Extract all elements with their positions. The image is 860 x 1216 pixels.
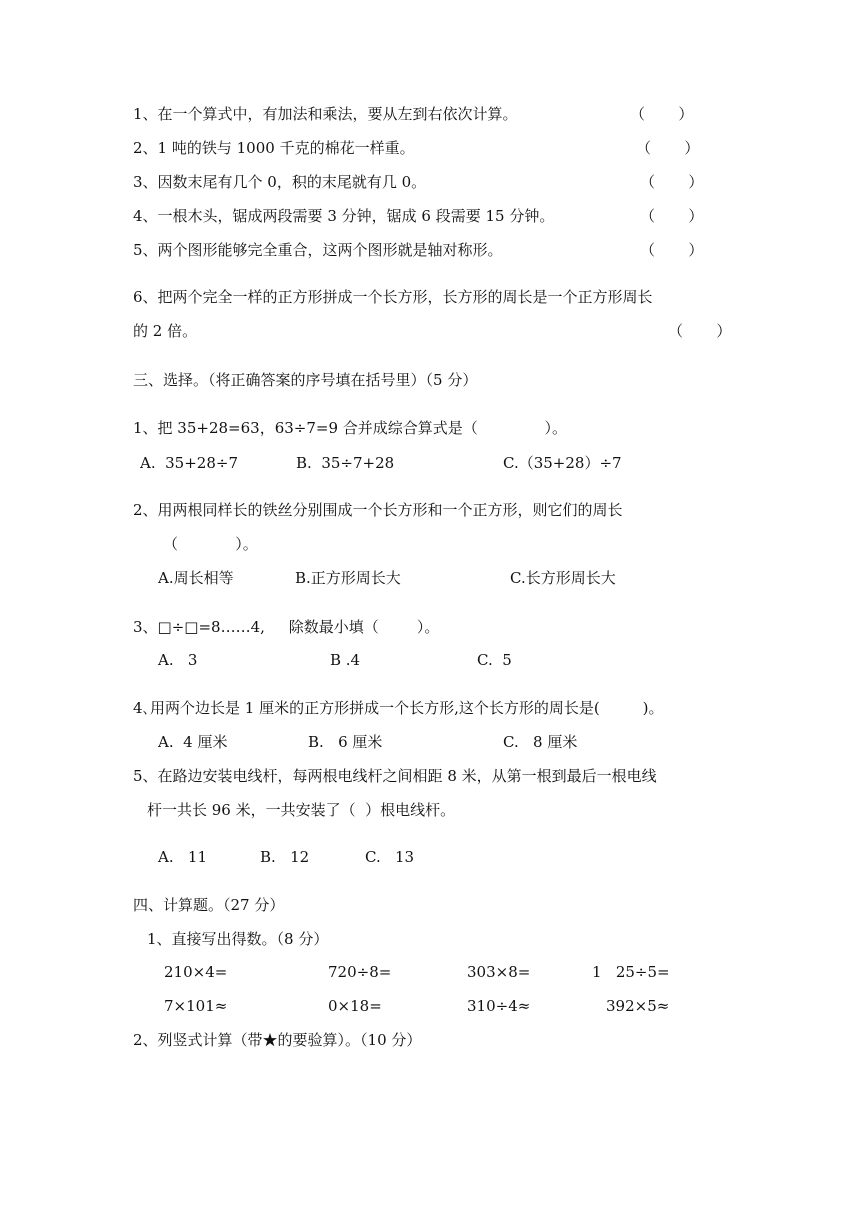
calc-item: 210×4=: [164, 963, 228, 981]
answer-paren-2[interactable]: （ ）: [636, 139, 700, 157]
answer-paren-1[interactable]: （ ）: [630, 105, 694, 123]
calc-sub-heading-1: 1、直接写出得数。（8 分）: [147, 930, 329, 948]
judge-question-6-line2: 的 2 倍。: [133, 322, 198, 340]
calc-item: 303×8=: [467, 963, 531, 981]
choice-3-option-b: B .4: [330, 651, 361, 669]
choice-3-option-a: A. 3: [158, 651, 198, 669]
choice-question-1: 1、把 35+28=63，63÷7=9 合并成综合算式是（ ）。: [133, 419, 568, 437]
answer-paren-5[interactable]: （ ）: [640, 241, 704, 259]
choice-2-option-a: A.周长相等: [158, 569, 234, 587]
choice-question-4: 4､用两个边长是 1 厘米的正方形拼成一个长方形,这个长方形的周长是( )。: [133, 699, 664, 717]
section-calc-heading: 四、计算题。（27 分）: [133, 896, 285, 914]
calc-item: 720÷8=: [328, 963, 392, 981]
judge-question-4: 4、一根木头，锯成两段需要 3 分钟，锯成 6 段需要 15 分钟。: [133, 207, 555, 225]
choice-5-option-b: B. 12: [260, 848, 310, 866]
choice-2-option-b: B.正方形周长大: [295, 569, 401, 587]
choice-4-option-b: B. 6 厘米: [308, 733, 383, 751]
judge-question-1: 1、在一个算式中，有加法和乘法，要从左到右依次计算。: [133, 105, 518, 123]
choice-5-option-a: A. 11: [158, 848, 207, 866]
calc-item: 1 25÷5=: [592, 963, 670, 981]
calc-item: 7×101≈: [164, 997, 228, 1015]
judge-question-2: 2、1 吨的铁与 1000 千克的棉花一样重。: [133, 139, 415, 157]
choice-question-2-line1: 2、用两根同样长的铁丝分别围成一个长方形和一个正方形，则它们的周长: [133, 501, 623, 519]
choice-5-option-c: C. 13: [365, 848, 415, 866]
judge-question-6-line1: 6、把两个完全一样的正方形拼成一个长方形，长方形的周长是一个正方形周长: [133, 288, 653, 306]
choice-1-option-b: B. 35÷7+28: [296, 454, 395, 472]
judge-question-5: 5、两个图形能够完全重合，这两个图形就是轴对称形。: [133, 241, 503, 259]
calc-item: 392×5≈: [606, 997, 670, 1015]
choice-3-option-c: C. 5: [477, 651, 512, 669]
choice-question-5-line1: 5、在路边安装电线杆，每两根电线杆之间相距 8 米，从第一根到最后一根电线: [133, 767, 657, 785]
section-choice-heading: 三、选择。（将正确答案的序号填在括号里）（5 分）: [133, 371, 478, 389]
calc-item: 0×18=: [328, 997, 382, 1015]
choice-1-option-c: C.（35+28）÷7: [503, 454, 622, 472]
calc-sub-heading-2: 2、列竖式计算（带★的要验算）。（10 分）: [133, 1031, 422, 1049]
choice-question-5-line2: 杆一共长 96 米，一共安装了（ ）根电线杆。: [147, 801, 456, 819]
choice-1-option-a: A. 35+28÷7: [140, 454, 238, 472]
choice-question-2-line2: （ ）。: [163, 535, 258, 553]
choice-2-option-c: C.长方形周长大: [510, 569, 616, 587]
judge-question-3: 3、因数末尾有几个 0，积的末尾就有几 0。: [133, 173, 427, 191]
answer-paren-6[interactable]: （ ）: [668, 322, 732, 340]
choice-4-option-c: C. 8 厘米: [503, 733, 578, 751]
answer-paren-3[interactable]: （ ）: [640, 173, 704, 191]
choice-4-option-a: A. 4 厘米: [158, 733, 228, 751]
choice-question-3: 3、□÷□=8……4, 除数最小填（ ）。: [133, 618, 440, 636]
answer-paren-4[interactable]: （ ）: [640, 207, 704, 225]
calc-item: 310÷4≈: [467, 997, 531, 1015]
